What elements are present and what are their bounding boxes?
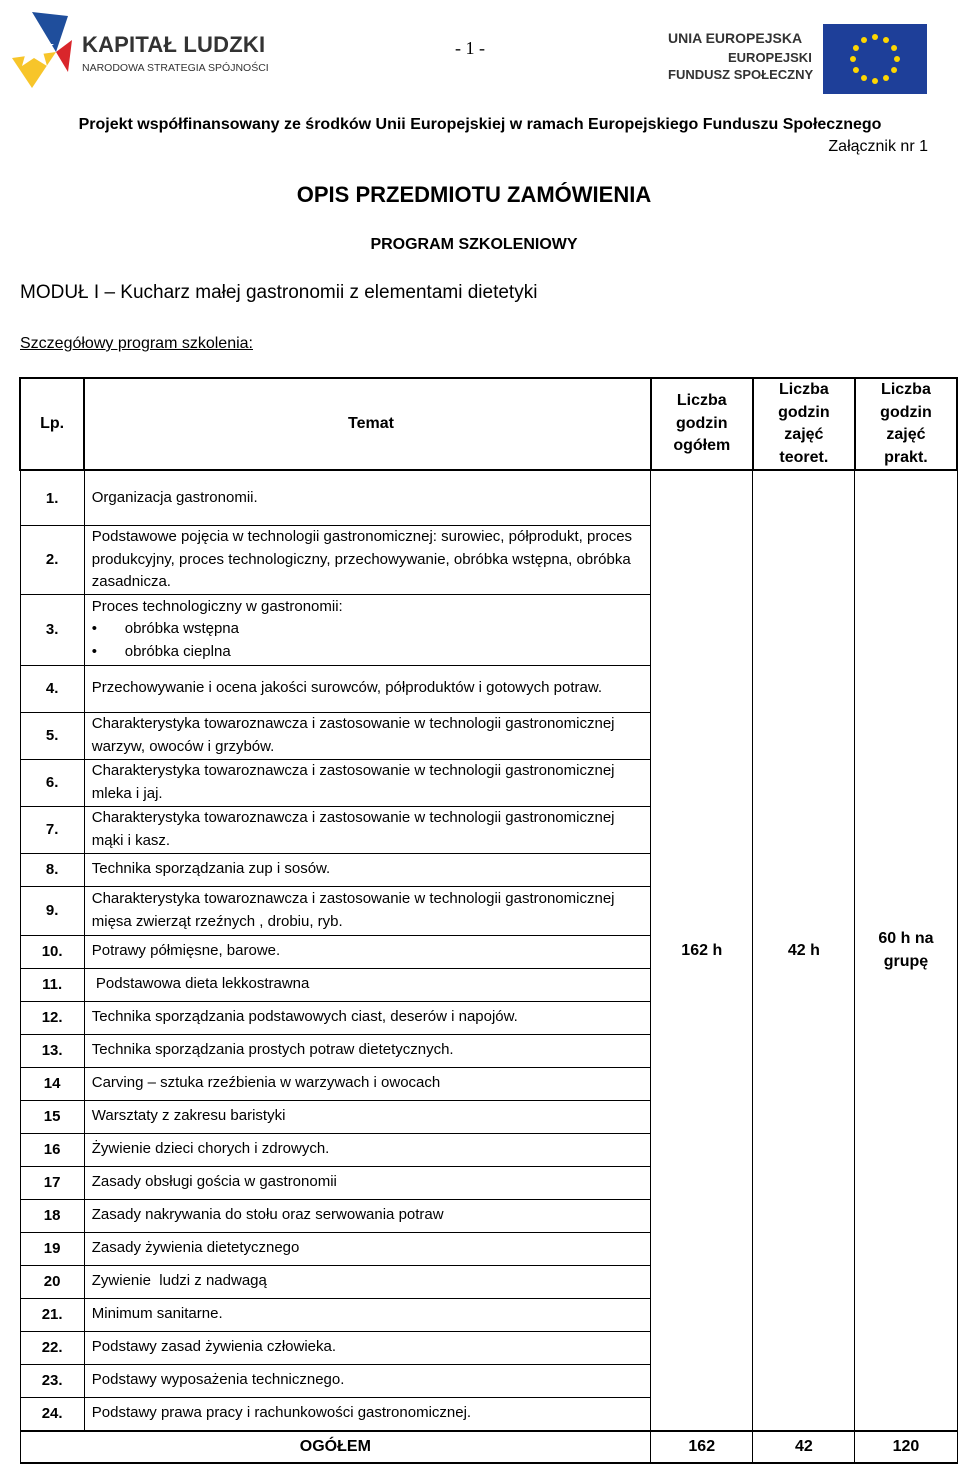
eu-star-icon <box>883 37 889 43</box>
logo-subtitle: NARODOWA STRATEGIA SPÓJNOŚCI <box>82 62 269 74</box>
bullet-item: • obróbka cieplna <box>92 641 650 664</box>
row-topic: Technika sporządzania prostych potraw dietetycznych. <box>84 1034 650 1067</box>
header-lp: Lp. <box>20 378 84 470</box>
eu-logo-line1: UNIA EUROPEJSKA <box>668 30 803 46</box>
row-number: 15 <box>20 1100 84 1133</box>
eu-star-icon <box>853 67 859 73</box>
document-title: OPIS PRZEDMIOTU ZAMÓWIENIA <box>296 182 652 207</box>
row-number: 7. <box>20 806 84 853</box>
row-number: 19 <box>20 1232 84 1265</box>
eu-star-icon <box>861 75 867 81</box>
row-topic: Carving – sztuka rzeźbienia w warzywach i owocach <box>84 1067 650 1100</box>
row-number: 4. <box>20 665 84 712</box>
logo-title: KAPITAŁ LUDZKI <box>82 32 266 57</box>
row-number: 8. <box>20 853 84 886</box>
eu-star-icon <box>872 78 878 84</box>
row-topic: Podstawowe pojęcia w technologii gastronomicznej: surowiec, półprodukt, proces produkcyjny, proces technologiczny, przechowywanie, obróbka wstępna, obróbka zasadnicza. <box>84 526 650 595</box>
header-theory-hours: Liczba godzin zajęć teoret. <box>753 378 855 470</box>
training-program-table <box>19 377 958 1464</box>
total-hours-cell: 162 h <box>651 470 753 1431</box>
row-number: 5. <box>20 712 84 759</box>
module-title: MODUŁ I – Kucharz małej gastronomii z elementami dietetyki <box>20 282 538 303</box>
row-topic-intro: Proces technologiczny w gastronomii: <box>91 597 343 615</box>
row-topic: Charakterystyka towaroznawcza i zastosowanie w technologii gastronomicznej mąki i kasz. <box>84 806 650 853</box>
row-topic: Minimum sanitarne. <box>84 1298 650 1331</box>
row-number: 23. <box>20 1364 84 1397</box>
eu-star-icon <box>891 67 897 73</box>
row-topic: Zasady obsługi gościa w gastronomii <box>84 1166 650 1199</box>
row-number: 16 <box>20 1133 84 1166</box>
project-funding-line: Projekt współfinansowany ze środków Unii Europejskiej w ramach Europejskiego Funduszu Społecznego <box>78 116 882 133</box>
row-topic: Podstawy zasad żywienia człowieka. <box>84 1331 650 1364</box>
table-row <box>20 470 957 526</box>
section-heading: Szczegółowy program szkolenia: <box>20 335 253 352</box>
practice-hours-sum: 120 <box>855 1431 957 1463</box>
table-header-row <box>20 378 957 470</box>
row-number: 14 <box>20 1067 84 1100</box>
row-topic: Organizacja gastronomii. <box>84 470 650 526</box>
row-topic: Przechowywanie i ocena jakości surowców, półproduktów i gotowych potraw. <box>84 665 650 712</box>
row-topic: Podstawowa dieta lekkostrawna <box>84 968 650 1001</box>
row-number: 18 <box>20 1199 84 1232</box>
kapital-ludzki-logo <box>10 10 269 90</box>
eu-star-icon <box>891 45 897 51</box>
document-subtitle: PROGRAM SZKOLENIOWY <box>370 236 578 253</box>
table-total-row <box>20 1431 957 1463</box>
row-number: 1. <box>20 470 84 526</box>
row-topic: Warsztaty z zakresu baristyki <box>84 1100 650 1133</box>
row-topic: Charakterystyka towaroznawcza i zastosowanie w technologii gastronomicznej warzyw, owoców i grzybów. <box>84 712 650 759</box>
row-number: 9. <box>20 886 84 935</box>
row-number: 13. <box>20 1034 84 1067</box>
eu-star-icon <box>850 56 856 62</box>
eu-star-icon <box>872 34 878 40</box>
row-topic: Zywienie ludzi z nadwagą <box>84 1265 650 1298</box>
header-total-hours: Liczba godzin ogółem <box>651 378 753 470</box>
eu-star-icon <box>861 37 867 43</box>
row-number: 12. <box>20 1001 84 1034</box>
row-number: 22. <box>20 1331 84 1364</box>
row-topic: Zasady żywienia dietetycznego <box>84 1232 650 1265</box>
row-number: 2. <box>20 526 84 595</box>
annex-label: Załącznik nr 1 <box>828 138 928 155</box>
eu-logo <box>668 22 930 94</box>
eu-flag-icon <box>823 24 927 94</box>
eu-star-icon <box>853 45 859 51</box>
row-topic: Technika sporządzania zup i sosów. <box>84 853 650 886</box>
theory-hours-sum: 42 <box>753 1431 855 1463</box>
kapital-ludzki-star-icon <box>10 10 80 90</box>
row-number: 24. <box>20 1397 84 1431</box>
row-number: 17 <box>20 1166 84 1199</box>
row-number: 6. <box>20 759 84 806</box>
header-practice-hours: Liczba godzin zajęć prakt. <box>855 378 957 470</box>
row-topic: Technika sporządzania podstawowych ciast, deserów i napojów. <box>84 1001 650 1034</box>
eu-logo-line3: FUNDUSZ SPOŁECZNY <box>668 67 814 82</box>
row-topic: Zasady nakrywania do stołu oraz serwowania potraw <box>84 1199 650 1232</box>
eu-star-icon <box>894 56 900 62</box>
row-number: 21. <box>20 1298 84 1331</box>
row-number: 20 <box>20 1265 84 1298</box>
row-topic: Podstawy wyposażenia technicznego. <box>84 1364 650 1397</box>
header-topic: Temat <box>84 378 650 470</box>
row-topic: Charakterystyka towaroznawcza i zastosowanie w technologii gastronomicznej mleka i jaj. <box>84 759 650 806</box>
total-label: OGÓŁEM <box>20 1431 651 1463</box>
row-topic: Żywienie dzieci chorych i zdrowych. <box>84 1133 650 1166</box>
row-topic: Charakterystyka towaroznawcza i zastosowanie w technologii gastronomicznej mięsa zwierząt rzeźnych , drobiu, ryb. <box>84 886 650 935</box>
row-number: 10. <box>20 935 84 968</box>
row-number: 11. <box>20 968 84 1001</box>
total-hours-sum: 162 <box>651 1431 753 1463</box>
page-number: - 1 - <box>455 38 485 58</box>
theory-hours-cell: 42 h <box>753 470 855 1431</box>
practice-hours-cell: 60 h na grupę <box>855 470 957 1431</box>
row-topic <box>84 594 650 665</box>
row-topic: Podstawy prawa pracy i rachunkowości gastronomicznej. <box>84 1397 650 1431</box>
bullet-item: • obróbka wstępna <box>92 618 650 641</box>
eu-star-icon <box>883 75 889 81</box>
row-topic: Potrawy półmięsne, barowe. <box>84 935 650 968</box>
row-number: 3. <box>20 594 84 665</box>
eu-logo-line2: EUROPEJSKI <box>728 50 812 65</box>
